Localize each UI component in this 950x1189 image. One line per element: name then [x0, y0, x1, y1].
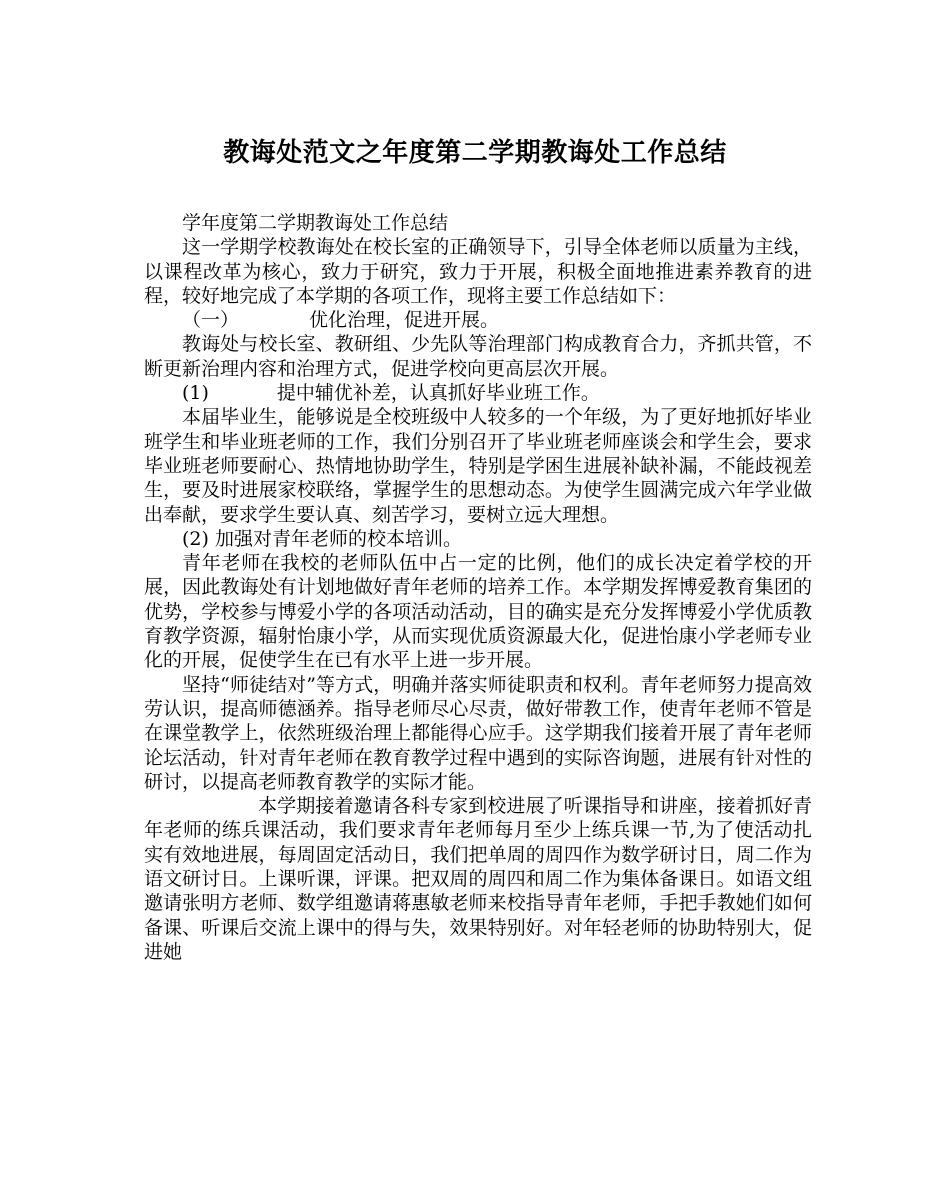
paragraph-subtitle: 学年度第二学期教诲处工作总结 — [182, 212, 449, 234]
paragraph-graduates: 本届毕业生，能够说是全校班级中人较多的一个年级，为了更好地抓好毕业班学生和毕业班老师的工作，我们分别召开了毕业班老师座谈会和学生会，要求毕业班老师要耐心、热情地协助学生，特别是学困生进展补缺补漏，不能歧视差生，要及时进展家校联络，掌握学生的思想动态。为使学生圆满完成六年学业做出奉献，要求学生要认真、刻苦学习，要树立远大理想。 — [144, 406, 812, 526]
section-heading-2-label: (1) — [182, 382, 209, 405]
document-title: 教诲处范文之年度第二学期教诲处工作总结 — [223, 138, 727, 168]
paragraph-intro: 这一学期学校教诲处在校长室的正确领导下，引导全体老师以质量为主线，以课程改革为核心，致力于研究，致力于开展，积极全面地推进素养教育的进程，较好地完成了本学期的各项工作，现将主要工作总结如下： — [144, 236, 812, 307]
paragraph-experts: 本学期接着邀请各科专家到校进展了听课指导和讲座，接着抓好青年老师的练兵课活动，我们要求青年老师每月至少上练兵课一节,为了使活动扎实有效地进展，每周固定活动日，我们把单周的周四作为数学研讨日，周二作为语文研讨日。上课听课，评课。把双周的周四和周二作为集体备课日。如语文组邀请张明方老师、数学组邀请蒋惠敏老师来校指导青年老师，手把手教她们如何备课、听课后交流上课中的得与失，效果特别好。对年轻老师的协助特别大，促进她 — [144, 795, 812, 963]
section-heading-1-label: （一） — [182, 309, 240, 332]
section-heading-2 — [144, 381, 812, 405]
document-body — [144, 211, 812, 964]
section-heading-3: (2) 加强对青年老师的校本培训。 — [182, 527, 462, 550]
section-heading-1 — [144, 308, 812, 332]
section-heading-2-text: 提中辅优补差，认真抓好毕业班工作。 — [276, 382, 600, 405]
paragraph-management: 教诲处与校长室、教研组、少先队等治理部门构成教育合力，齐抓共管，不断更新治理内容和治理方式，促进学校向更高层次开展。 — [144, 333, 812, 380]
section-heading-1-text: 优化治理，促进开展。 — [309, 309, 500, 332]
paragraph-mentoring: 坚持“师徒结对”等方式，明确并落实师徒职责和权利。青年老师努力提高效劳认识，提高师德涵养。指导老师尽心尽责，做好带教工作，使青年老师不管是在课堂教学上，依然班级治理上都能得心应手。这学期我们接着开展了青年老师论坛活动，针对青年老师在教育教学过程中遇到的实际咨询题，进展有针对性的研讨，以提高老师教育教学的实际才能。 — [144, 673, 812, 793]
paragraph-young-teachers: 青年老师在我校的老师队伍中占一定的比例，他们的成长决定着学校的开展，因此教诲处有计划地做好青年老师的培养工作。本学期发挥博爱教育集团的优势，学校参与博爱小学的各项活动活动，目的确实是充分发挥博爱小学优质教育教学资源，辐射怡康小学，从而实现优质资源最大化，促进怡康小学老师专业化的开展，促使学生在已有水平上进一步开展。 — [144, 552, 812, 672]
